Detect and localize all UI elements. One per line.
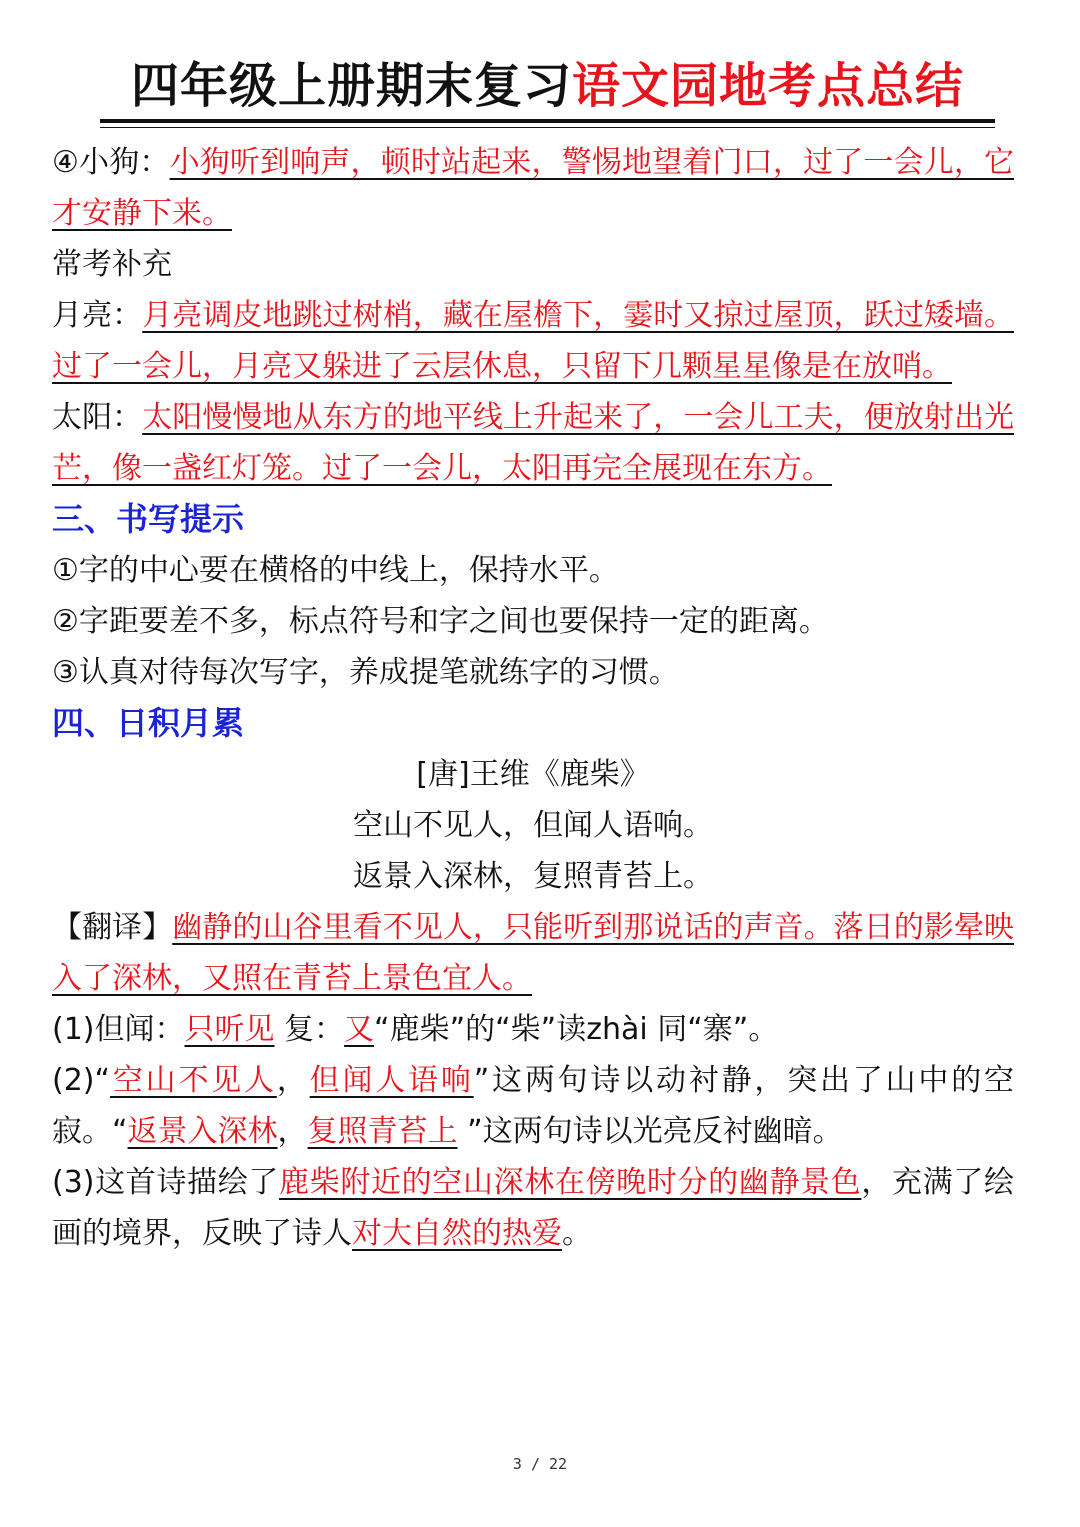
q1-mid: 复： — [274, 1012, 345, 1047]
moon-label: 月亮： — [52, 298, 143, 333]
q1-answer-2: 又 — [344, 1012, 375, 1047]
q1-suffix: “鹿柴”的“柴”读zhài 同“寨”。 — [374, 1012, 779, 1047]
sun-answer: 太阳慢慢地从东方的地平线上升起来了，一会儿工夫，便放射出光芒，像一盏红灯笼。过了一会儿，太阳再完全展现在东方。 — [52, 400, 1015, 486]
dog-answer: 小狗听到响声，顿时站起来，警惕地望着门口，过了一会儿，它才安静下来。 — [52, 145, 1014, 231]
dog-paragraph — [52, 137, 1014, 239]
q2-prefix: (2)“ — [52, 1063, 111, 1098]
moon-paragraph — [52, 290, 1014, 392]
section4-heading: 四、日积月累 — [52, 704, 245, 742]
page-number: 3 / 22 — [512, 1455, 568, 1473]
sun-label: 太阳： — [52, 400, 143, 435]
translation-paragraph — [52, 902, 1014, 1004]
writing-tip-3: ③认真对待每次写字，养成提笔就练字的习惯。 — [52, 655, 679, 690]
q3-answer-1: 鹿柴附近的空山深林在傍晚时分的幽静景色 — [279, 1165, 862, 1200]
poem-line-1: 空山不见人，但闻人语响。 — [353, 808, 713, 843]
title-black-part: 四年级上册期末复习 — [130, 58, 572, 114]
supplement-label: 常考补充 — [52, 247, 172, 282]
question-3 — [52, 1157, 1014, 1259]
translation-text: 幽静的山谷里看不见人，只能听到那说话的声音。落日的影晕映入了深林，又照在青苔上景色宜人。 — [52, 910, 1015, 996]
document-content — [52, 137, 1014, 1259]
poem-line-2: 返景入深林，复照青苔上。 — [353, 859, 713, 894]
writing-tip-1: ①字的中心要在横格的中线上，保持水平。 — [52, 553, 619, 588]
q3-suffix: 。 — [562, 1216, 592, 1251]
section3-heading: 三、书写提示 — [52, 500, 245, 538]
q2-mid: ”这两句诗以动衬静，突出了山中的空寂。“ — [52, 1063, 1015, 1149]
question-1 — [52, 1004, 1014, 1055]
question-2 — [52, 1055, 1014, 1157]
title-rule-thin — [100, 127, 995, 128]
q2-sep-1: ， — [276, 1063, 310, 1098]
title-rule-thick — [100, 119, 995, 123]
poem-title: [唐]王维《鹿柴》 — [416, 757, 650, 792]
q2-answer-1: 空山不见人 — [110, 1063, 277, 1098]
q2-answer-3: 返景入深林 — [127, 1114, 278, 1149]
q3-prefix: (3)这首诗描绘了 — [52, 1165, 280, 1200]
title-red-part: 语文园地考点总结 — [572, 58, 965, 114]
sun-paragraph — [52, 392, 1014, 494]
q1-prefix: (1)但闻： — [52, 1012, 185, 1047]
dog-label: ④小狗： — [52, 145, 170, 180]
q3-mid: ，充满了绘画的境界，反映了诗人 — [52, 1165, 1015, 1251]
page-title — [100, 56, 995, 116]
q2-sep-2: ， — [277, 1114, 308, 1149]
translation-label: 【翻译】 — [52, 910, 173, 945]
moon-answer: 月亮调皮地跳过树梢，藏在屋檐下，霎时又掠过屋顶，跃过矮墙。过了一会儿，月亮又躲进了云层休息，只留下几颗星星像是在放哨。 — [52, 298, 1015, 384]
q3-answer-2: 对大自然的热爱 — [352, 1216, 562, 1251]
writing-tip-2: ②字距要差不多，标点符号和字之间也要保持一定的距离。 — [52, 604, 829, 639]
q2-answer-4: 复照青苔上 — [307, 1114, 458, 1149]
q2-suffix: ”这两句诗以光亮反衬幽暗。 — [457, 1114, 843, 1149]
q1-answer-1: 只听见 — [184, 1012, 275, 1047]
q2-answer-2: 但闻人语响 — [309, 1063, 474, 1098]
